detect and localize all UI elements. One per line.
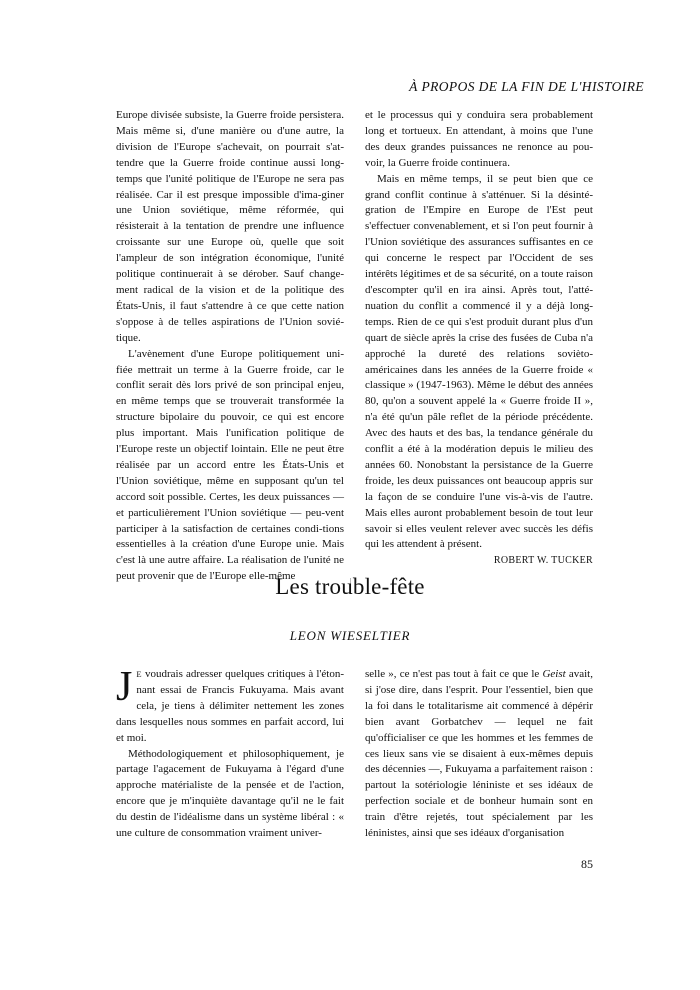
article1-right-column — [365, 108, 593, 569]
italic-term: Geist — [542, 668, 566, 680]
body-paragraph — [365, 667, 593, 842]
body-paragraph: Méthodologiquement et philosophiquement, je partage l'agacement de Fukuyama à l'égard d'une approche matérialiste de la pensée et de l'action, encore que je m'inquiète davantage qu'il ne le fait du destin de l'idéalisme dans un système libéral : « une culture de consommation vraiment univer- — [116, 747, 344, 840]
article-title: Les trouble-fête — [275, 574, 425, 599]
body-paragraph: Europe divisée subsiste, la Guerre froide persistera. Mais même si, d'une manière ou d'une autre, la division de l'Europe s'achevait, on pourrait s'at-tendre que la Guerre froide continue aussi long-temps que l'unité politique de l'Europe ne sera pas réalisée. Car il est presque impossible d'ima-giner une Union soviétique, même réformée, qui résisterait à la tentation de prendre une influence croissante sur une Europe où, quelle que soit l'ampleur de son intégration économique, l'unité politique continuerait à se dérober. Sauf change-ment radical de la vision et de la politique des États-Unis, il faut s'attendre à ce que cette nation s'oppose à de telles aspirations de l'Union sovié-tique. — [116, 109, 344, 344]
article2-left-column — [116, 664, 344, 842]
text-run: avait, si j'ose dire, dans l'esprit. Pour l'essentiel, bien que la foi dans le totalitarisme ait commencé à dépérir bien avant Gorbatchev — lequel ne fait qu'officialiser ce que les hommes et les femmes de ces lieux sans vie se disaient à eux-mêmes depuis des décennies —, Fukuyama a parfaitement raison : partout la sotériologie léniniste et ses idéaux de perfection sociale et de bonheur humain sont en train d'être rejetés, tout spécialement par les léninistes, ainsi que ses idéaux d'organisation — [365, 668, 593, 840]
page-number: 85 — [581, 857, 593, 871]
body-paragraph: Mais en même temps, il se peut bien que ce grand conflit continue à s'atténuer. Si la désinté-gration de l'Empire en Europe de l'Est peut s'effectuer convenablement, et si l'on peut fournir à l'Union soviétique des assurances suffisantes en ce qui concerne le respect par l'Occident de ses intérêts légitimes et de sa sécurité, on a toute raison d'escompter qu'il en ira ainsi. Après tout, l'atté-nuation du conflit a commencé il y a déjà long-temps. Rien de ce qui s'est produit durant plus d'un quart de siècle après la crise des fusées de Cuba n'a approché la dureté des relations sovièto-américaines dans les années de la Guerre froide « classique » (1947-1963). Même le début des années 80, qu'on a souvent appelé la « Guerre froide II », n'a été qu'un pâle reflet de la période précédente. Avec des hauts et des bas, la tendance générale du conflit a été à la modération depuis le milieu des années 60. Nonobstant la persistance de la Guerre froide, les deux puissances ont beaucoup appris sur la façon de se conduire l'une vis-à-vis de l'autre. Mais elles auront probablement besoin de tout leur savoir si elles veulent relever avec succès les défis qui les attendent à présent. — [365, 172, 593, 551]
article2-right-column — [365, 667, 593, 842]
drop-cap: J — [116, 664, 133, 710]
small-caps-lead: E — [136, 669, 142, 679]
body-paragraph: et le processus qui y conduira sera probablement long et tortueux. En attendant, à moins que l'une des deux grandes puissances ne renonce au pou-voir, la Guerre froide continuera. — [365, 109, 593, 169]
body-paragraph: L'avènement d'une Europe politiquement uni-fiée mettrait un terme à la Guerre froide, car le conflit serait dès lors privé de son principal enjeu, en même temps que se trouverait transformée la structure bipolaire du pouvoir, ce qui est encore plus important. Mais l'unification politique de l'Europe reste un objectif lointain. Elle ne peut être réalisée par un accord entre les États-Unis et l'Union soviétique, même en supposant qu'un tel accord soit possible. Certes, les deux puissances — et particulièrement l'Union soviétique — peu-vent participer à la satisfaction de certaines condi-tions essentielles à la création d'une Europe unie. Mais c'est là une autre affaire. La réalisation de l'unité ne peut provenir que de l'Europe elle-même — [116, 347, 344, 583]
running-head: À PROPOS DE LA FIN DE L'HISTOIRE — [409, 79, 644, 94]
article1-left-column — [116, 108, 344, 585]
text-run: selle », ce n'est pas tout à fait ce que le — [365, 668, 543, 680]
author-signature: ROBERT W. TUCKER — [493, 555, 593, 567]
opening-text: voudrais adresser quelques critiques à l'éton-nant essai de Francis Fukuyama. Mais avant cela, je tiens à délimiter nettement les zones dans lesquelles nous sommes en parfait accord, lui et moi. — [116, 668, 344, 744]
article-author: LEON WIESELTIER — [289, 628, 411, 643]
opening-paragraph — [116, 664, 344, 747]
